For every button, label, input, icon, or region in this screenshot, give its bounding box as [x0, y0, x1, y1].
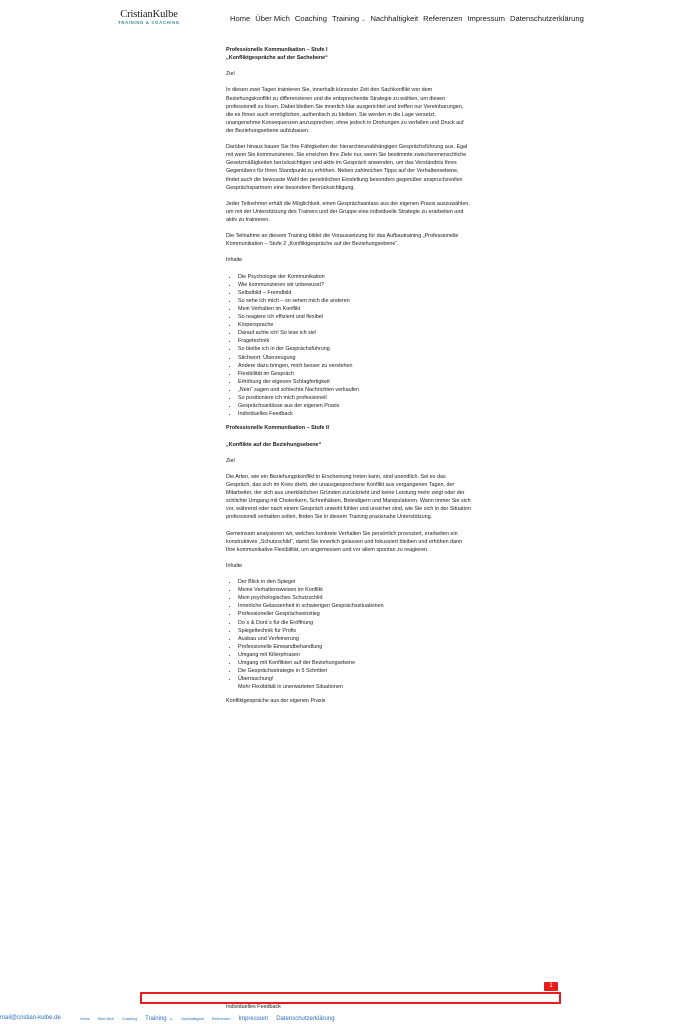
- s2-tail-1: Konfliktgespräche aus der eigenen Praxis: [226, 698, 326, 705]
- s1-paragraph-4: Die Teilnahme an diesem Training bildet die Voraussetzung für das Aufbautraining „Professionelle Kommunikation – Stufe 2 „Konfliktgespräche auf der Beziehungsebene“.: [226, 233, 459, 248]
- list-item: • Meine Verhaltensweisen im Konflikt: [238, 586, 471, 594]
- list-item: • Professionelle Einwandbehandlung: [238, 643, 471, 651]
- logo-subtitle: TRAINING & COACHING: [118, 20, 180, 25]
- list-item: • Körpersprache: [238, 321, 471, 329]
- list-item: • „Nein“ sagen und schlechte Nachrichten verkaufen: [238, 386, 471, 394]
- footer-nav-datenschutz[interactable]: Datenschutzerklärung: [276, 1016, 335, 1022]
- annotation-badge: 1: [544, 982, 558, 991]
- s1-inhalte-label: Inhalte: [226, 257, 243, 264]
- footer-nav-training[interactable]: [145, 1015, 173, 1022]
- footer-nav-nachhaltigkeit[interactable]: Nachhaltigkeit: [181, 1017, 204, 1021]
- nav-coaching[interactable]: Coaching: [294, 14, 327, 23]
- footer-nav-ueber-mich[interactable]: Über Mich: [97, 1017, 114, 1021]
- s2-content-list: [226, 578, 471, 691]
- section-1-heading: [226, 46, 471, 62]
- list-item: • Umgang mit Killerphrasen: [238, 651, 471, 659]
- list-item: • Selbstbild – Fremdbild: [238, 289, 471, 297]
- list-item: • So reagiere ich effizient und flexibel: [238, 313, 471, 321]
- list-item: • Umgang mit Konflikten auf der Beziehungsebene: [238, 659, 471, 667]
- s2-inhalte-label: Inhalte: [226, 562, 243, 569]
- list-item: • So positioniere ich mich professionell: [238, 394, 471, 402]
- s1-title-1: Professionelle Kommunikation – Stufe I: [226, 47, 328, 53]
- list-item: • Innerliche Gelassenheit in schwierigen Gesprächssituationen: [238, 602, 471, 610]
- list-item: • Flexibilität im Gespräch: [238, 370, 471, 378]
- footer-nav-home[interactable]: Home: [80, 1017, 90, 1021]
- s1-ziel-label: Ziel: [226, 71, 235, 78]
- annotation-highlight-box: [140, 992, 561, 1004]
- list-item: • Der Blick in den Spiegel: [238, 578, 471, 586]
- bottom-bar: [0, 1012, 693, 1024]
- list-item: • Wie kommunizieren wir unbewusst?: [238, 281, 471, 289]
- list-item: • Professioneller Gesprächseinstieg: [238, 610, 471, 618]
- list-item: • Do`s & Dont`s für die Eröffnung: [238, 619, 471, 627]
- list-item: • Gesprächsanlässe aus der eigenen Praxis: [238, 402, 471, 410]
- s2-paragraph-2: Gemeinsam analysieren wir, welches konkrete Verhalten Sie persönlich provoziert, erarbeiten ein konstruktives „Schutzschild“, damit Sie innerlich gelassen und fokussiert bleiben und erhöhen dann Ihre kommunikative Flexibilität, um angemessen und vor allem spontan zu reagieren.: [226, 530, 463, 553]
- main-nav: [230, 14, 584, 23]
- nav-datenschutz[interactable]: Datenschutzerklärung: [509, 14, 584, 23]
- nav-training-label: Training: [331, 14, 360, 23]
- nav-nachhaltigkeit[interactable]: Nachhaltigkeit: [370, 14, 419, 23]
- s1-title-2: „Konfliktgespräche auf der Sachebene“: [226, 55, 328, 62]
- site-logo[interactable]: [116, 9, 182, 26]
- list-item: • Individuelles Feedback: [238, 410, 471, 418]
- s1-content-list: [226, 273, 471, 419]
- list-item: • Spiegeltechnik für Profis: [238, 627, 471, 635]
- nav-referenzen[interactable]: Referenzen: [423, 14, 463, 23]
- footer-nav-impressum[interactable]: Impressum: [238, 1016, 269, 1022]
- list-item: • Stichwort: Überzeugung: [238, 354, 471, 362]
- list-item: • Andere dazu bringen, mich besser zu verstehen: [238, 362, 471, 370]
- footer-nav-referenzen[interactable]: Referenzen: [211, 1017, 231, 1021]
- list-item-text: Überraschung!: [238, 676, 274, 683]
- list-item-subtext: Mehr Flexibilität in unerwarteten Situationen: [238, 684, 343, 691]
- list-item: • Fragetechnik: [238, 337, 471, 345]
- list-item: • Mein psychologisches Schutzschild: [238, 594, 471, 602]
- main-content: [226, 46, 471, 714]
- footer-nav-training-label: Training: [145, 1016, 167, 1022]
- s2-title-2: „Konflikte auf der Beziehungsebene“: [226, 441, 322, 448]
- footer-nav-coaching[interactable]: Coaching: [121, 1017, 138, 1021]
- list-item: • Erhöhung der eigenen Schlagfertigkeit: [238, 378, 471, 386]
- s2-title-1: Professionelle Kommunikation – Stufe II: [226, 425, 330, 432]
- chevron-down-icon: ⌄: [168, 1016, 174, 1022]
- nav-impressum[interactable]: Impressum: [467, 14, 505, 23]
- s2-paragraph-1: Die Arten, wie ein Beziehungskonflikt in Erscheinung treten kann, sind unendlich. Sei es das Gespräch, das sich im Kreis dreht, der unausgesprochene Konflikt aus vergangenen Tagen, der Mitarbeiter, der sich aus unerklärlichen Gründen zurückzieht und keine Leistung mehr zeigt oder der schlichte Umgang mit Cholerikern, Schreihälsen, Beleidigern und Manipulatoren. Wann immer Sie sich vor, während oder nach einem Gespräch unwohl fühlen und unsicher sind, wie Sie sich in der Situation professionell verhalten sollen, finden Sie in diesem Training praxisnahe Unterstützung.: [226, 473, 471, 521]
- list-item: • Darauf achte ich! So lese ich sie!: [238, 329, 471, 337]
- nav-home[interactable]: Home: [230, 14, 251, 23]
- list-item: • Die Gesprächsstrategie in 5 Schritten: [238, 667, 471, 675]
- chevron-down-icon: ⌄: [361, 17, 366, 23]
- s1-paragraph-3: Jeder Teilnehmer erhält die Möglichkeit, einen Gesprächsanlass aus der eigenen Praxis auszuwählen, um mit der Unterstützung des Trainers und der Gruppe eine individuelle Strategie zu erarbeiten und aktiv zu trainieren.: [226, 200, 470, 223]
- site-header: [0, 0, 693, 36]
- list-item: • So bleibe ich in der Gesprächsführung: [238, 345, 471, 353]
- nav-training[interactable]: [332, 14, 365, 23]
- logo-name: CristianKulbe: [120, 9, 178, 20]
- footer-email-link[interactable]: mail@cristian-kulbe.de: [0, 1015, 61, 1021]
- list-item: • Mein Verhalten im Konflikt: [238, 305, 471, 313]
- s1-paragraph-2: Darüber hinaus bauen Sie Ihre Fähigkeiten der hierarchieunabhängigen Gesprächsführung aus. Egal mit wem Sie kommunizieren, Sie erreichen Ihre Ziele nur, wenn Sie bestimmte zwischenmenschliche Gesetzmäßigkeiten berücksichtigen und aktiv im Gespräch anwenden, um das Verständnis Ihres Gegenübers für Ihren Standpunkt zu erhöhen. Neben zahlreichen Tipps auf der Verhaltensebene, findet auch die bewusste Wahl der persönlichen Einstellung besonders gegenüber anspruchsvollen Gesprächspartnern eine besondere Berücksichtigung.: [226, 144, 468, 191]
- s2-tail-2: Individuelles Feedback: [226, 1004, 281, 1009]
- s1-paragraph-1: In diesen zwei Tagen trainieren Sie, innerhalb kürzester Zeit den Sachkonflikt von dem Beziehungskonflikt zu differenzieren und die entsprechende Strategie zu wählen, um diesen professionell zu lösen. Dabei bleiben Sie innerlich klar ausgerichtet und treffen nur Vereinbarungen, die es Ihnen auch ermöglichen, authentisch zu bleiben. Sie werden in die Lage versetzt, unangenehme Konsequenzen anzusprechen, ohne jedoch in Drohungen zu verfallen und Druck auf der Beziehungsebene aufzubauen.: [226, 87, 464, 134]
- list-item: • So sehe ich mich – so sehen mich die anderen: [238, 297, 471, 305]
- list-item: • Ausbau und Verfeinerung: [238, 635, 471, 643]
- s2-ziel-label: Ziel: [226, 457, 235, 464]
- list-item: [238, 675, 471, 691]
- list-item: • Die Psychologie der Kommunikation: [238, 273, 471, 281]
- nav-ueber-mich[interactable]: Über Mich: [255, 14, 290, 23]
- footer-nav: [80, 1015, 335, 1022]
